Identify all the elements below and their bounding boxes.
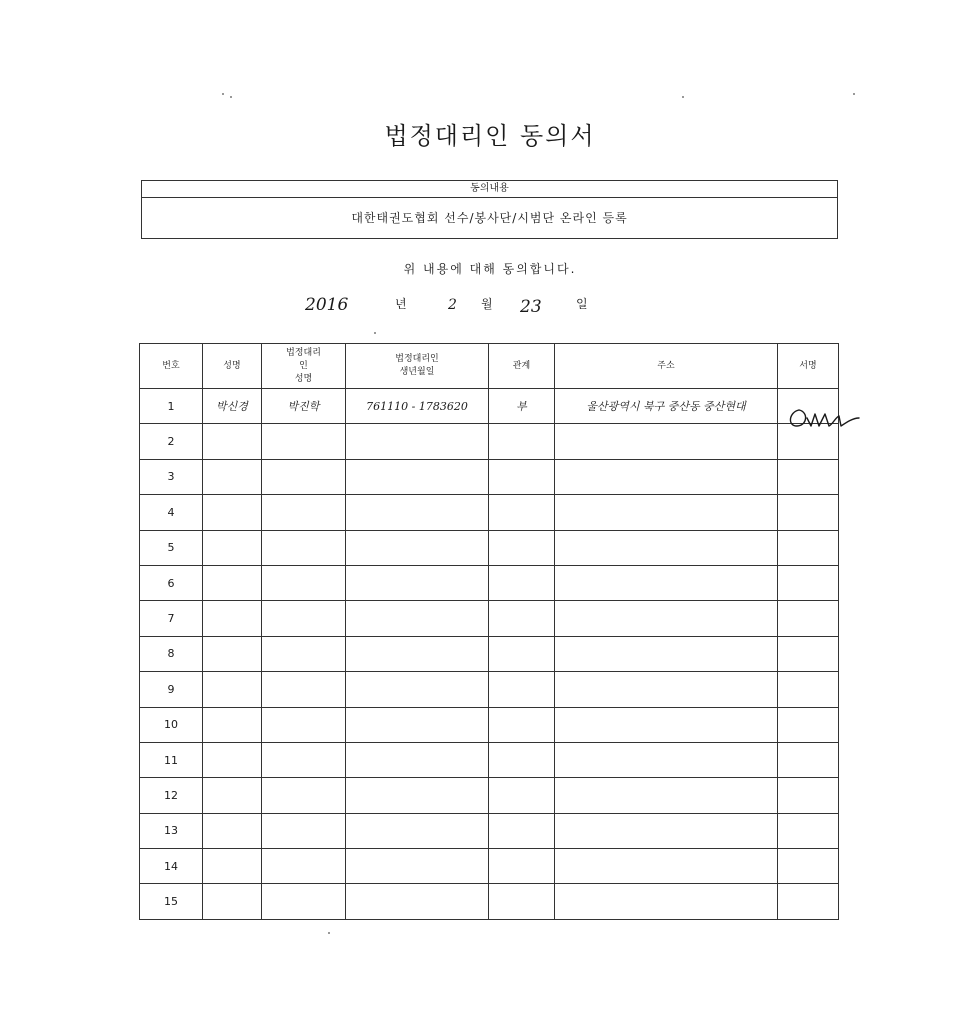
cell-name: [203, 601, 262, 636]
cell-name: [203, 424, 262, 459]
cell-number: 14: [140, 849, 203, 884]
cell-relation: [489, 707, 555, 742]
cell-relation: [489, 672, 555, 707]
cell-address: [555, 424, 778, 459]
header-guardian-birth: 법정대리인 생년월일: [346, 344, 489, 389]
table-row: [140, 813, 839, 848]
scan-speck: [374, 332, 376, 334]
table-row: [140, 424, 839, 459]
cell-relation: [489, 884, 555, 919]
cell-guardian-birth: [346, 849, 489, 884]
cell-number: 5: [140, 530, 203, 565]
table-row: [140, 565, 839, 600]
cell-address: [555, 742, 778, 777]
cell-signature: [778, 849, 839, 884]
cell-relation: [489, 495, 555, 530]
cell-guardian-birth: [346, 495, 489, 530]
cell-guardian-name: 박진학: [262, 389, 346, 424]
table-row: [140, 495, 839, 530]
cell-name: [203, 849, 262, 884]
cell-guardian-name: [262, 849, 346, 884]
cell-guardian-name: [262, 884, 346, 919]
cell-signature: [778, 530, 839, 565]
cell-signature: [778, 672, 839, 707]
scan-speck: [230, 96, 232, 98]
cell-address: [555, 884, 778, 919]
consent-header: 동의내용: [142, 181, 837, 198]
cell-signature: [778, 778, 839, 813]
scan-speck: [222, 93, 224, 95]
cell-name: [203, 459, 262, 494]
cell-number: 10: [140, 707, 203, 742]
scan-speck: [328, 932, 330, 934]
cell-guardian-name: [262, 459, 346, 494]
cell-guardian-birth: [346, 813, 489, 848]
cell-signature: [778, 459, 839, 494]
cell-relation: [489, 813, 555, 848]
table-row: [140, 742, 839, 777]
table-row: [140, 884, 839, 919]
cell-address: [555, 601, 778, 636]
agreement-statement: 위 내용에 대해 동의합니다.: [403, 262, 577, 276]
header-address: 주소: [555, 344, 778, 389]
cell-name: [203, 636, 262, 671]
cell-guardian-birth: 761110 - 1783620: [346, 389, 489, 424]
cell-guardian-birth: [346, 565, 489, 600]
cell-address: [555, 530, 778, 565]
cell-relation: [489, 778, 555, 813]
table-row: [140, 778, 839, 813]
table-row: [140, 849, 839, 884]
cell-signature: [778, 565, 839, 600]
date-day: 23: [520, 297, 542, 317]
cell-relation: [489, 636, 555, 671]
cell-signature: [778, 707, 839, 742]
handwritten-signature: [785, 404, 865, 432]
cell-guardian-name: [262, 672, 346, 707]
cell-number: 6: [140, 565, 203, 600]
cell-guardian-birth: [346, 459, 489, 494]
cell-guardian-birth: [346, 707, 489, 742]
cell-address: [555, 459, 778, 494]
cell-guardian-name: [262, 742, 346, 777]
cell-address: [555, 849, 778, 884]
date-day-unit: 일: [576, 297, 588, 311]
cell-number: 7: [140, 601, 203, 636]
cell-number: 15: [140, 884, 203, 919]
cell-name: [203, 530, 262, 565]
document-title: 법정대리인 동의서: [384, 122, 596, 150]
table-header-row: [140, 344, 839, 389]
cell-guardian-birth: [346, 601, 489, 636]
cell-signature: [778, 495, 839, 530]
cell-guardian-name: [262, 495, 346, 530]
cell-guardian-birth: [346, 884, 489, 919]
cell-address: [555, 707, 778, 742]
scan-speck: [682, 96, 684, 98]
cell-name: [203, 495, 262, 530]
cell-name: [203, 565, 262, 600]
date-month-unit: 월: [481, 297, 493, 311]
cell-guardian-name: [262, 424, 346, 459]
cell-relation: [489, 530, 555, 565]
cell-guardian-name: [262, 813, 346, 848]
cell-number: 2: [140, 424, 203, 459]
cell-number: 3: [140, 459, 203, 494]
cell-guardian-name: [262, 707, 346, 742]
cell-name: [203, 813, 262, 848]
cell-relation: 부: [489, 389, 555, 424]
table-row: [140, 389, 839, 424]
date-year: 2016: [305, 295, 349, 315]
date-year-unit: 년: [395, 297, 407, 311]
header-guardian-name: 법정대리 인 성명: [262, 344, 346, 389]
cell-name: [203, 707, 262, 742]
cell-number: 9: [140, 672, 203, 707]
cell-guardian-name: [262, 530, 346, 565]
cell-guardian-birth: [346, 742, 489, 777]
cell-relation: [489, 565, 555, 600]
consent-box: [141, 180, 838, 239]
cell-name: [203, 778, 262, 813]
cell-address: [555, 813, 778, 848]
cell-relation: [489, 424, 555, 459]
consent-content: 대한태권도협회 선수/봉사단/시범단 온라인 등록: [351, 211, 628, 225]
cell-number: 8: [140, 636, 203, 671]
cell-address: [555, 565, 778, 600]
header-name: 성명: [203, 344, 262, 389]
cell-signature: [778, 813, 839, 848]
cell-name: [203, 742, 262, 777]
table-row: [140, 636, 839, 671]
cell-signature: [778, 742, 839, 777]
cell-relation: [489, 459, 555, 494]
date-month: 2: [448, 297, 457, 313]
cell-address: [555, 636, 778, 671]
cell-signature: [778, 636, 839, 671]
cell-number: 13: [140, 813, 203, 848]
table-row: [140, 530, 839, 565]
scan-speck: [853, 93, 855, 95]
cell-guardian-birth: [346, 530, 489, 565]
header-signature: 서명: [778, 344, 839, 389]
cell-guardian-name: [262, 601, 346, 636]
cell-number: 4: [140, 495, 203, 530]
cell-guardian-birth: [346, 672, 489, 707]
cell-guardian-birth: [346, 778, 489, 813]
header-relation: 관계: [489, 344, 555, 389]
cell-name: [203, 672, 262, 707]
cell-address: [555, 778, 778, 813]
cell-relation: [489, 601, 555, 636]
cell-signature: [778, 601, 839, 636]
cell-name: [203, 884, 262, 919]
cell-relation: [489, 742, 555, 777]
cell-guardian-name: [262, 636, 346, 671]
header-number: 번호: [140, 344, 203, 389]
cell-name: 박신경: [203, 389, 262, 424]
table-row: [140, 707, 839, 742]
table-row: [140, 601, 839, 636]
cell-address: [555, 495, 778, 530]
cell-address: 울산광역시 북구 중산동 중산현대: [555, 389, 778, 424]
cell-signature: [778, 884, 839, 919]
cell-relation: [489, 849, 555, 884]
table-row: [140, 672, 839, 707]
cell-guardian-name: [262, 565, 346, 600]
table-row: [140, 459, 839, 494]
guardian-roster-table: [139, 343, 839, 920]
cell-number: 12: [140, 778, 203, 813]
cell-guardian-birth: [346, 636, 489, 671]
cell-guardian-birth: [346, 424, 489, 459]
cell-guardian-name: [262, 778, 346, 813]
cell-address: [555, 672, 778, 707]
cell-number: 11: [140, 742, 203, 777]
cell-number: 1: [140, 389, 203, 424]
